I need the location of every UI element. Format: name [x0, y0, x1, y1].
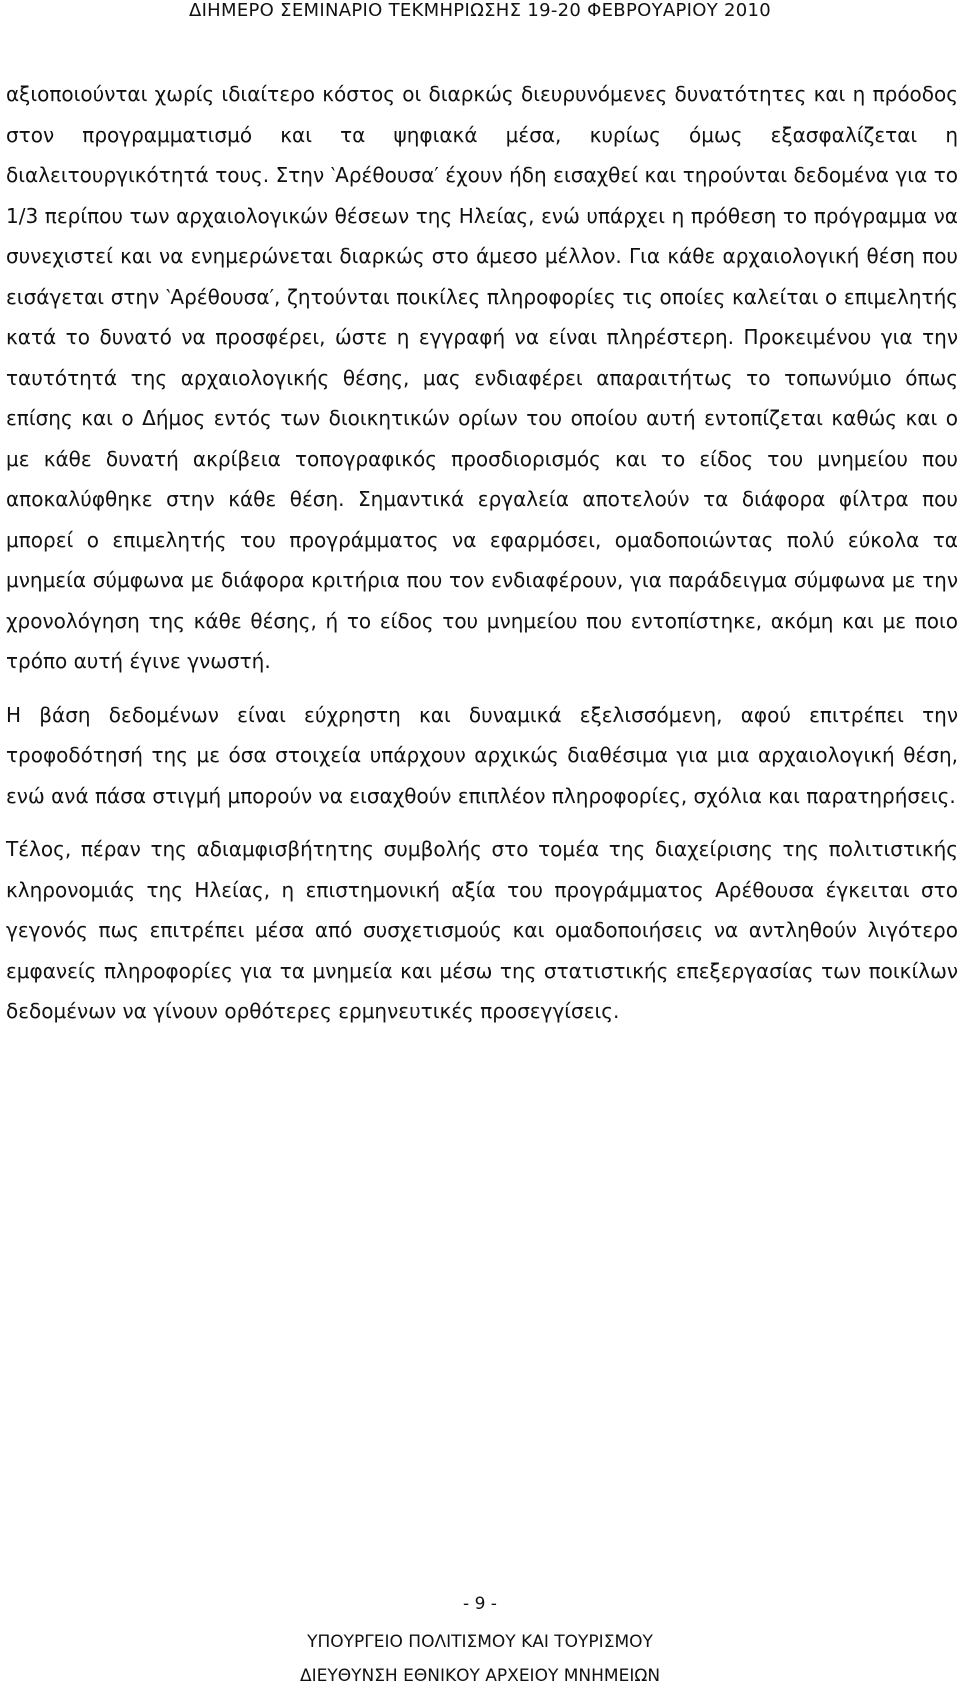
- page-number: - 9 -: [463, 1594, 497, 1614]
- footer-ministry: ΥΠΟΥΡΓΕΙΟ ΠΟΛΙΤΙΣΜΟΥ ΚΑΙ ΤΟΥΡΙΣΜΟΥ: [307, 1632, 653, 1652]
- paragraph-1: αξιοποιούνται χωρίς ιδιαίτερο κόστος οι διαρκώς διευρυνόμενες δυνατότητες και η πρόοδος στον προγραμματισμό και τα ψηφιακά μέσα, κυρίως όμως εξασφαλίζεται η διαλειτουργικότητά τους. Στην ‵Αρέθουσα′ έχουν ήδη εισαχθεί και τηρούνται δεδομένα για το 1/3 περίπου των αρχαιολογικών θέσεων της Ηλείας, ενώ υπάρχει η πρόθεση το πρόγραμμα να συνεχιστεί και να ενημερώνεται διαρκώς στο άμεσο μέλλον. Για κάθε αρχαιολογική θέση που εισάγεται στην ‵Αρέθουσα′, ζητούνται ποικίλες πληροφορίες τις οποίες καλείται ο επιμελητής κατά το δυνατό να προσφέρει, ώστε η εγγραφή να είναι πληρέστερη. Προκειμένου για την ταυτότητά της αρχαιολογικής θέσης, μας ενδιαφέρει απαραιτήτως το τοπωνύμιο όπως επίσης και ο Δήμος εντός των διοικητικών ορίων του οποίου αυτή εντοπίζεται καθώς και ο με κάθε δυνατή ακρίβεια τοπογραφικός προσδιορισμός και το είδος του μνημείου που αποκαλύφθηκε στην κάθε θέση. Σημαντικά εργαλεία αποτελούν τα διάφορα φίλτρα που μπορεί ο επιμελητής του προγράμματος να εφαρμόσει, ομαδοποιώντας πολύ εύκολα τα μνημεία σύμφωνα με διάφορα κριτήρια που τον ενδιαφέρουν, για παράδειγμα σύμφωνα με την χρονολόγηση της κάθε θέσης, ή το είδος του μνημείου που εντοπίστηκε, ακόμη και με ποιο τρόπο αυτή έγινε γνωστή.: [6, 82, 958, 673]
- paragraph-2: Η βάση δεδομένων είναι εύχρηστη και δυναμικά εξελισσόμενη, αφού επιτρέπει την τροφοδότησή της με όσα στοιχεία υπάρχουν αρχικώς διαθέσιμα για μια αρχαιολογική θέση, ενώ ανά πάσα στιγμή μπορούν να εισαχθούν επιπλέον πληροφορίες, σχόλια και παρατηρήσεις.: [6, 702, 958, 808]
- header-title: ΔΙΗΜΕΡΟ ΣΕΜΙΝΑΡΙΟ ΤΕΚΜΗΡΙΩΣΗΣ 19-20 ΦΕΒΡΟΥΑΡΙΟΥ 2010: [188, 0, 772, 21]
- document-body: [6, 74, 958, 1045]
- page-header: [0, 0, 960, 26]
- paragraph-3: Τέλος, πέραν της αδιαμφισβήτητης συμβολής στο τομέα της διαχείρισης της πολιτιστικής κληρονομιάς της Ηλείας, η επιστημονική αξία του προγράμματος Αρέθουσα έγκειται στο γεγονός πως επιτρέπει μέσα από συσχετισμούς και ομαδοποιήσεις να αντληθούν λιγότερο εμφανείς πληροφορίες για τα μνημεία και μέσω της στατιστικής επεξεργασίας των ποικίλων δεδομένων να γίνουν ορθότερες ερμηνευτικές προσεγγίσεις.: [6, 837, 958, 1023]
- footer-directorate: ΔΙΕΥΘΥΝΣΗ ΕΘΝΙΚΟΥ ΑΡΧΕΙΟΥ ΜΝΗΜΕΙΩΝ: [299, 1666, 661, 1686]
